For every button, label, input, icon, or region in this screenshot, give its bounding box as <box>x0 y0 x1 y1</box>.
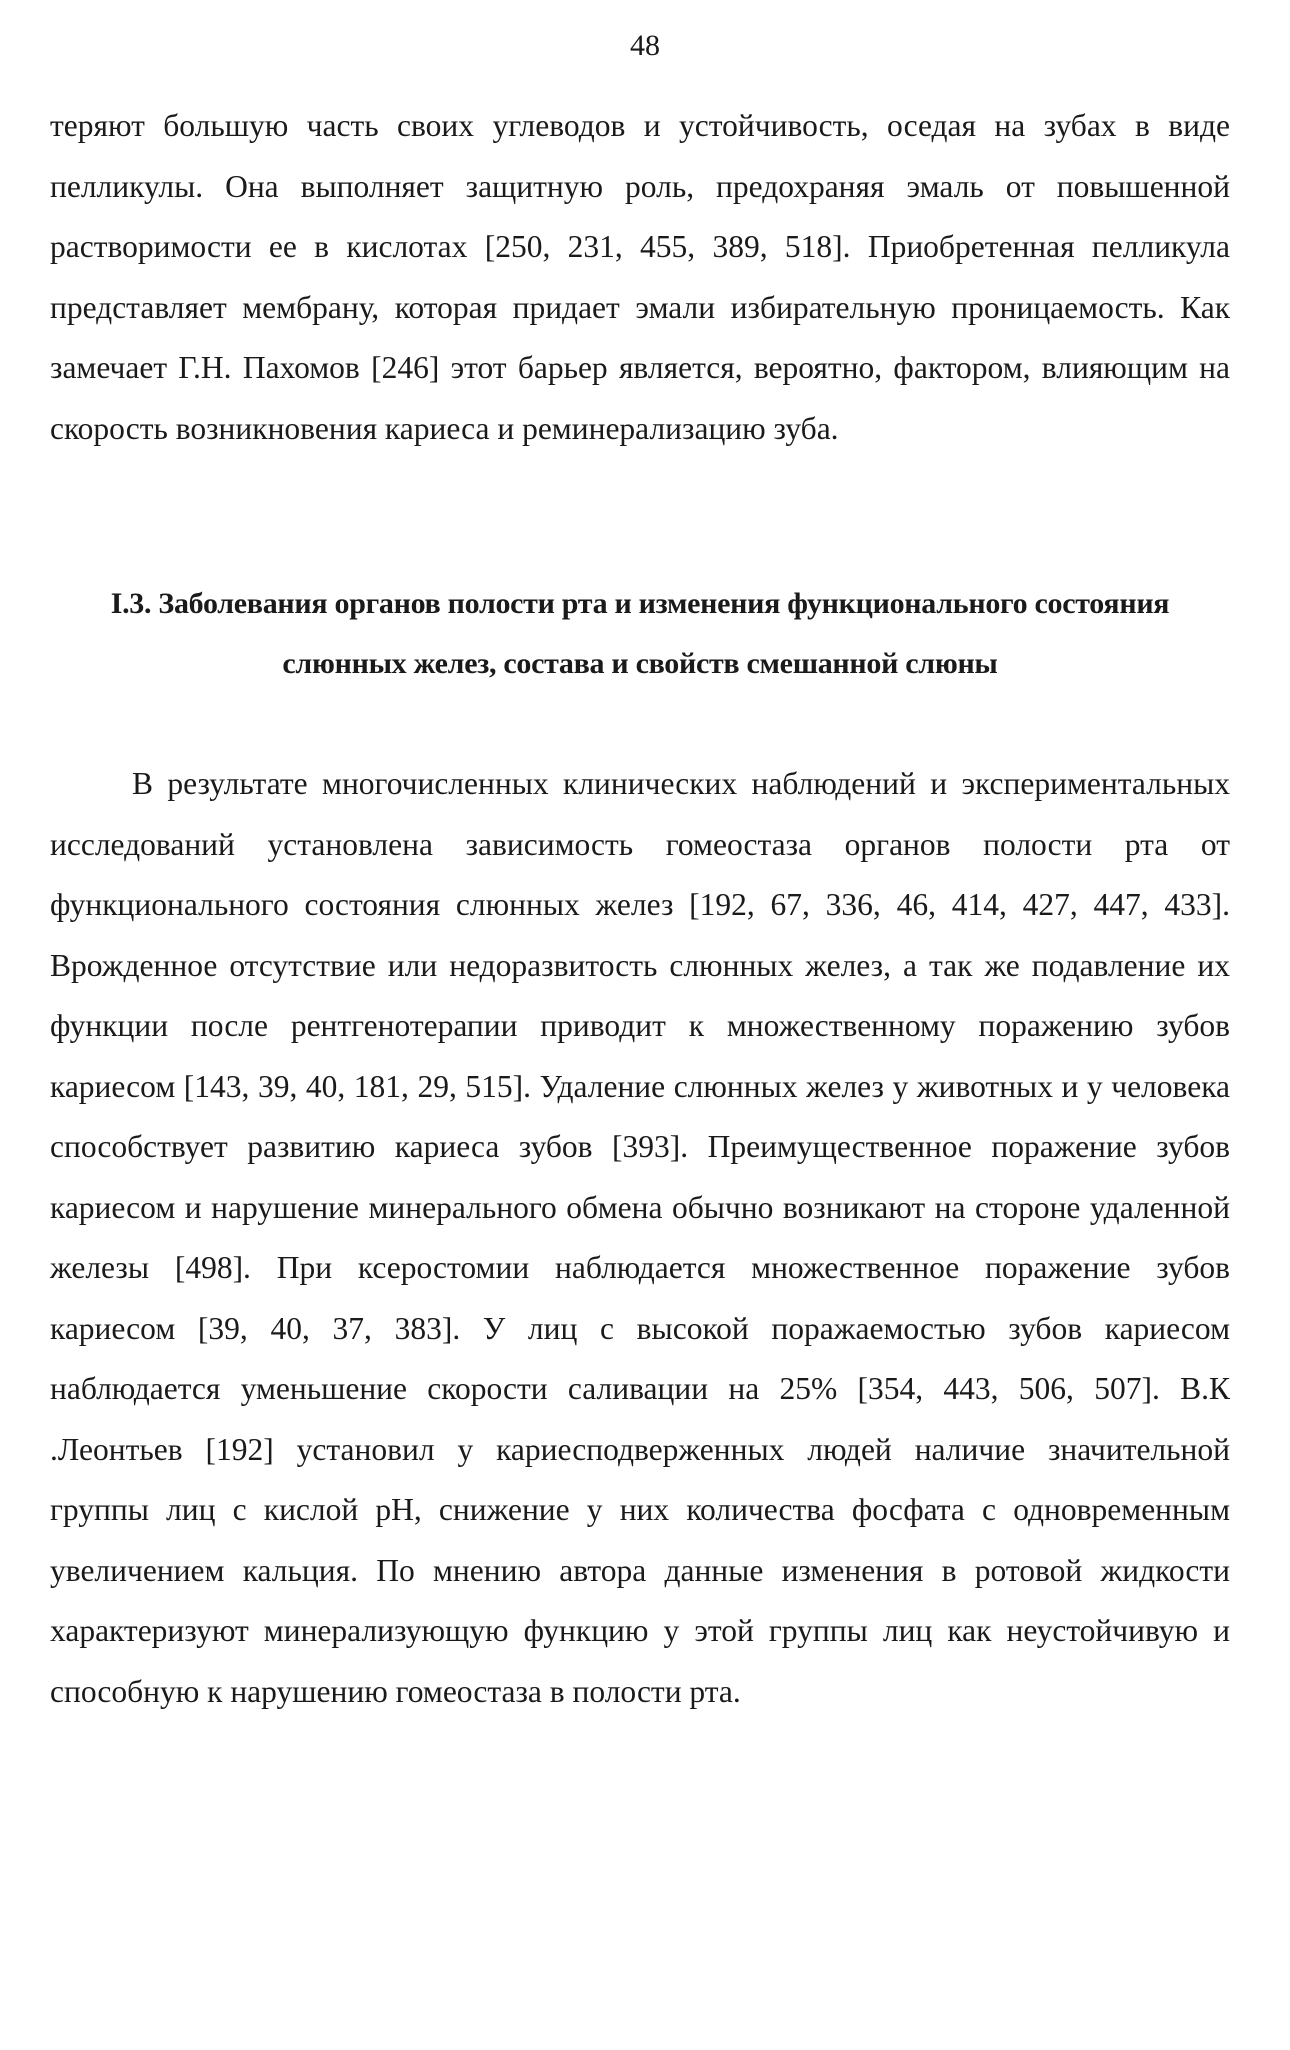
page-number: 48 <box>630 29 660 62</box>
section-heading: I.3. Заболевания органов полости рта и изменения функционального состояния слюнных желез, состава и свойств смешанной слюны <box>110 587 1170 680</box>
paragraph-body: В результате многочисленных клинических наблюдений и экспериментальных исследований установлена зависимость гомеостаза органов полости рта от функционального состояния слюнных желез [192, 67, 336, 46, 414, 427, 447, 433]. Врожденное отсутствие или недоразвитость слюнных желез, а так же подавление их функции после рентгенотерапии приводит к множественному поражению зубов кариесом [143, 39, 40, 181, 29, 515]. Удаление слюнных желез у животных и у человека способствует развитию кариеса зубов [393]. Преимущественное поражение зубов кариесом и нарушение минерального обмена обычно возникают на стороне удаленной железы [498]. При ксеростомии наблюдается множественное поражение зубов кариесом [39, 40, 37, 383]. У лиц с высокой поражаемостью зубов кариесом наблюдается уменьшение скорости саливации на 25% [354, 443, 506, 507]. В.К .Леонтьев [192] установил у кариесподверженных людей наличие значительной группы лиц с кислой pH, снижение у них количества фосфата с одновременным увеличением кальция. По мнению автора данные изменения в ротовой жидкости характеризуют минерализующую функцию у этой группы лиц как неустойчивую и способную к нарушению гомеостаза в полости рта. <box>50 766 1230 1709</box>
paragraph-continuation: теряют большую часть своих углеводов и устойчивость, оседая на зубах в виде пелликулы. Она выполняет защитную роль, предохраняя эмаль от повышенной растворимости ее в кислотах [250, 231, 455, 389, 518]. Приобретенная пелликула представляет мембрану, которая придает эмали избирательную проницаемость. Как замечает Г.Н. Пахомов [246] этот барьер является, вероятно, фактором, влияющим на скорость возникновения кариеса и реминерализацию зуба. <box>50 108 1230 446</box>
